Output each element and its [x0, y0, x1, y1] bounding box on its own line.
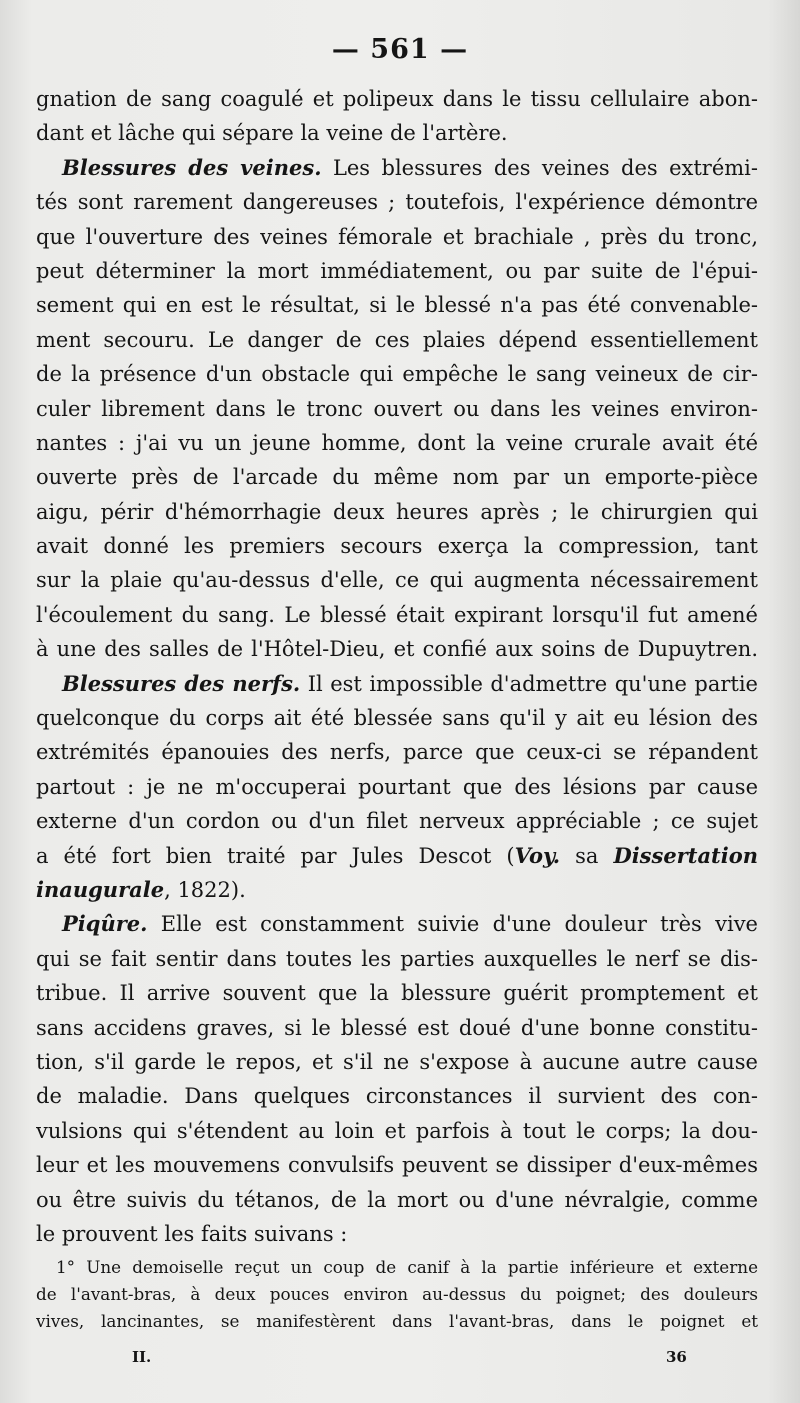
text-line	[36, 151, 758, 185]
text-line: gnation de sang coagulé et polipeux dans le tissu cellulaire abon-	[36, 87, 758, 111]
section-heading-nerves: Blessures des nerfs.	[62, 670, 301, 696]
text-line	[36, 839, 758, 873]
citation-voy: Voy.	[514, 842, 561, 868]
volume-mark: II.	[132, 1348, 152, 1366]
text-line: ou être suivis du tétanos, de la mort ou d'une névralgie, comme	[36, 1187, 758, 1212]
text-line: tribue. Il arrive souvent que la blessure guérit promptement et	[36, 981, 758, 1006]
text-fragment: Les blessures des veines des extrémi-	[332, 155, 758, 180]
text-fragment: Elle est constamment suivie d'une douleur très vive	[160, 912, 758, 937]
text-line: de maladie. Dans quelques circonstances il survient des con-	[36, 1084, 758, 1109]
text-line	[36, 667, 758, 701]
citation-inaugurale: inaugurale	[36, 876, 165, 902]
footnote-text	[36, 1254, 758, 1335]
section-heading-piqure: Piqûre.	[62, 911, 148, 937]
text-line: le prouvent les faits suivans :	[36, 1221, 348, 1246]
text-line: de la présence d'un obstacle qui empêche le sang veineux de cir-	[36, 362, 758, 387]
text-line: tés sont rarement dangereuses ; toutefois, l'expérience démontre	[36, 190, 758, 215]
text-line: extrémités épanouies des nerfs, parce que ceux-ci se répandent	[36, 740, 758, 765]
text-line: externe d'un cordon ou d'un filet nerveux appréciable ; ce sujet	[36, 809, 758, 834]
text-line: à une des salles de l'Hôtel-Dieu, et confié aux soins de Dupuytren.	[36, 637, 758, 662]
text-line: partout : je ne m'occuperai pourtant que des lésions par cause	[36, 774, 758, 799]
text-line: qui se fait sentir dans toutes les parties auxquelles le nerf se dis-	[36, 946, 758, 971]
text-line: avait donné les premiers secours exerça la compression, tant	[36, 534, 758, 559]
text-line: culer librement dans le tronc ouvert ou dans les veines environ-	[36, 396, 758, 421]
text-line: tion, s'il garde le repos, et s'il ne s'expose à aucune autre cause	[36, 1049, 758, 1074]
main-text	[36, 82, 758, 1251]
text-fragment: a été fort bien traité par Jules Descot (	[36, 843, 515, 868]
sheet-mark: 36	[666, 1348, 687, 1366]
text-line: l'écoulement du sang. Le blessé était expirant lorsqu'il fut amené	[36, 602, 758, 627]
text-line: vulsions qui s'étendent au loin et parfois à tout le corps; la dou-	[36, 1118, 758, 1143]
text-line: leur et les mouvemens convulsifs peuvent se dissiper d'eux-mêmes	[36, 1153, 758, 1178]
footnote-line: de l'avant-bras, à deux pouces environ au-dessus du poignet; des douleurs	[36, 1284, 758, 1304]
text-fragment: , 1822).	[164, 877, 246, 902]
section-heading-veins: Blessures des veines.	[62, 154, 322, 180]
text-line: que l'ouverture des veines fémorale et brachiale , près du tronc,	[36, 224, 758, 249]
footnote-line: vives, lancinantes, se manifestèrent dans l'avant-bras, dans le poignet et	[36, 1311, 758, 1331]
text-fragment: Il est impossible d'admettre qu'une partie	[307, 671, 758, 696]
text-line	[36, 907, 758, 941]
text-line: nantes : j'ai vu un jeune homme, dont la veine crurale avait été	[36, 430, 758, 455]
text-line: sans accidens graves, si le blessé est doué d'une bonne constitu-	[36, 1015, 758, 1040]
printer-signature	[0, 1348, 800, 1372]
page-number: — 561 —	[331, 34, 469, 65]
text-line: aigu, périr d'hémorrhagie deux heures après ; le chirurgien qui	[36, 499, 758, 524]
citation-dissertation: Dissertation	[613, 842, 758, 868]
text-line: peut déterminer la mort immédiatement, ou par suite de l'épui-	[36, 258, 758, 283]
text-line: ment secouru. Le danger de ces plaies dépend essentiellement	[36, 327, 758, 352]
text-line: sur la plaie qu'au-dessus d'elle, ce qui augmenta nécessairement	[36, 568, 758, 593]
text-line: quelconque du corps ait été blessée sans qu'il y ait eu lésion des	[36, 706, 758, 731]
text-line: sement qui en est le résultat, si le blessé n'a pas été convenable-	[36, 293, 758, 318]
text-fragment: sa	[575, 843, 599, 868]
footnote-line: 1° Une demoiselle reçut un coup de canif à la partie inférieure et externe	[56, 1257, 758, 1277]
text-line: ouverte près de l'arcade du même nom par un emporte-pièce	[36, 465, 758, 490]
text-line: dant et lâche qui sépare la veine de l'artère.	[36, 121, 508, 146]
text-line	[36, 873, 758, 907]
